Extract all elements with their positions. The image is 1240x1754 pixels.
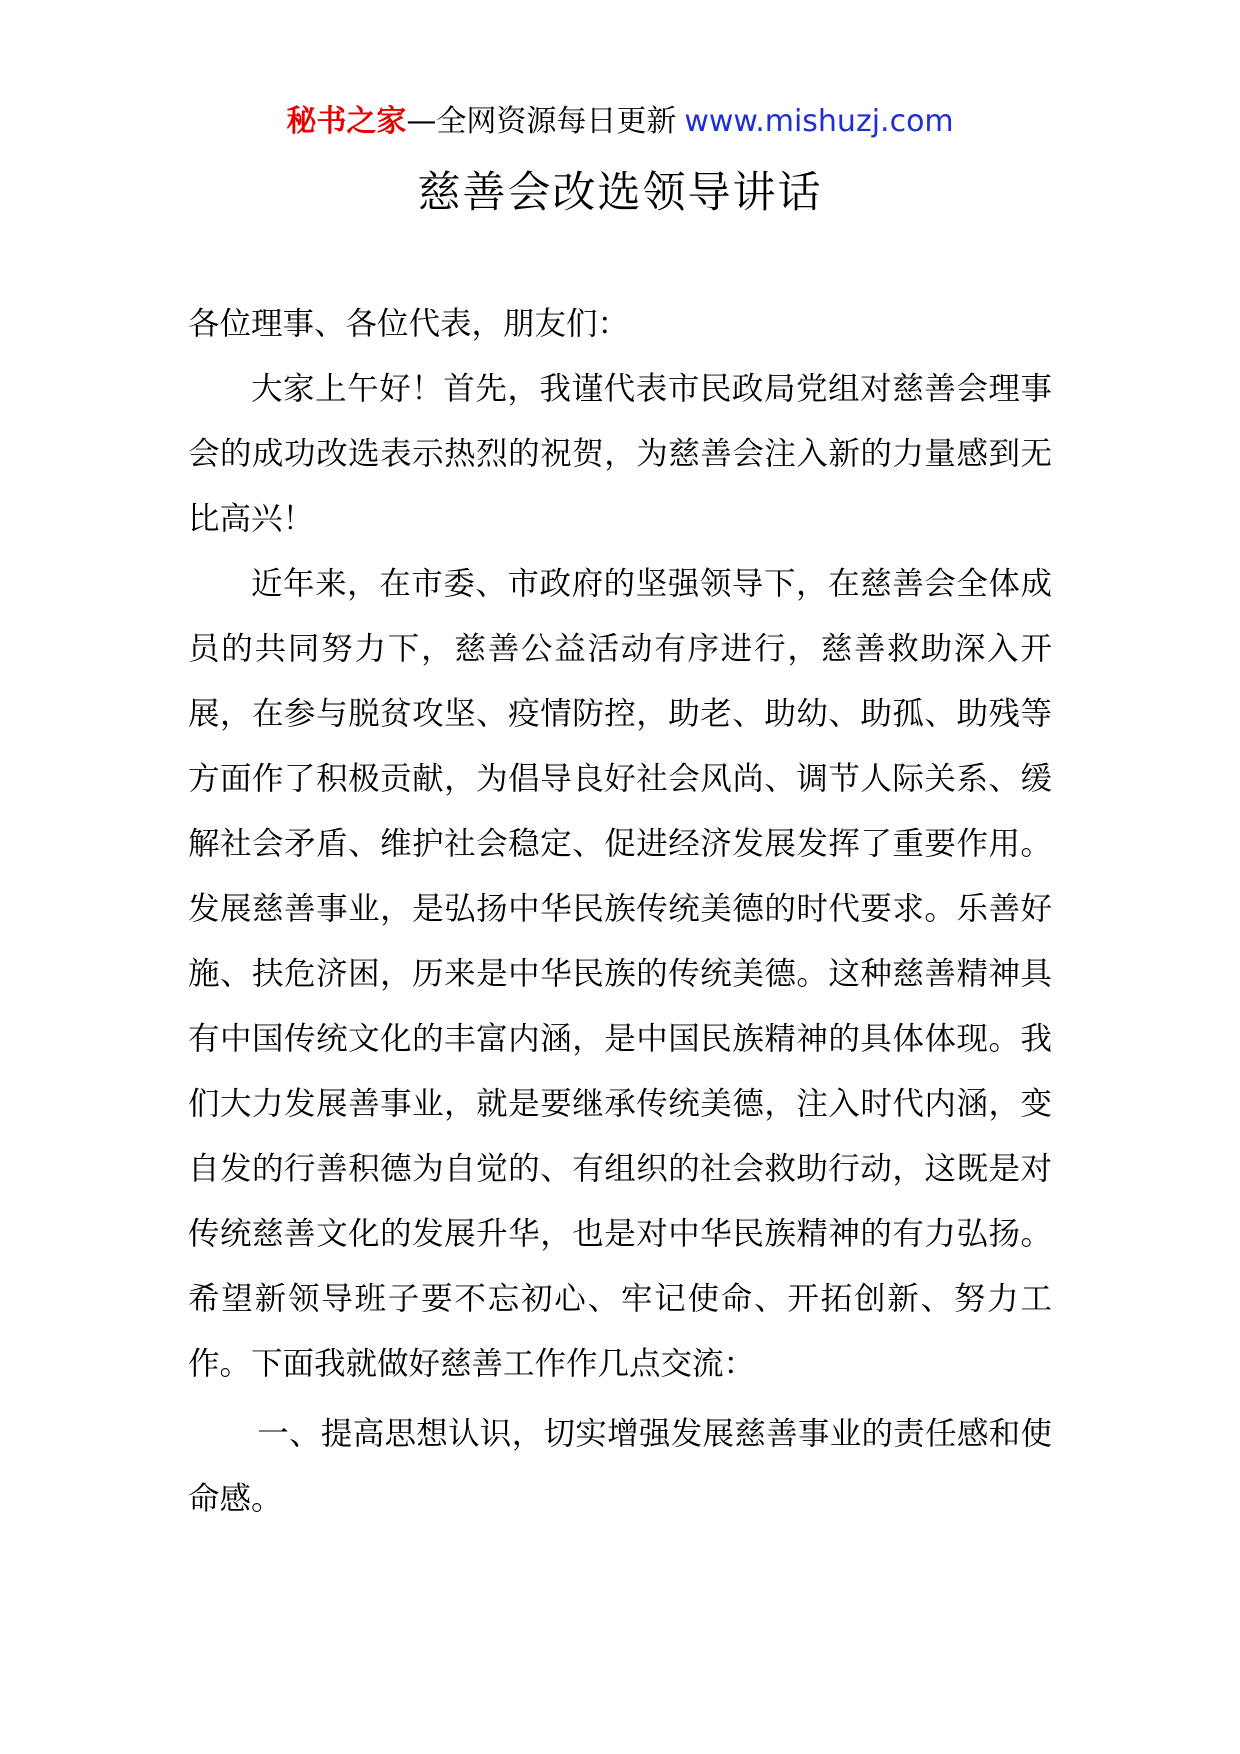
section-heading: 一、提高思想认识，切实增强发展慈善事业的责任感和使命感。 [188, 1416, 1052, 1517]
document-title: 慈善会改选领导讲话 [417, 168, 823, 218]
brand-name: 秘书之家 [286, 104, 407, 139]
site-tagline: —全网资源每日更新 [406, 104, 677, 139]
document-body [188, 292, 1052, 1532]
paragraph-main: 近年来，在市委、市政府的坚强领导下，在慈善会全体成员的共同努力下，慈善公益活动有序进行，慈善救助深入开展，在参与脱贫攻坚、疫情防控，助老、助幼、助孤、助残等方面作了积极贡献，为倡导良好社会风尚、调节人际关系、缓解社会矛盾、维护社会稳定、促进经济发展发挥了重要作用。发展慈善事业，是弘扬中华民族传统美德的时代要求。乐善好施、扶危济困，历来是中华民族的传统美德。这种慈善精神具有中国传统文化的丰富内涵，是中国民族精神的具体体现。我们大力发展善事业，就是要继承传统美德，注入时代内涵，变自发的行善积德为自觉的、有组织的社会救助行动，这既是对传统慈善文化的发展升华，也是对中华民族精神的有力弘扬。希望新领导班子要不忘初心、牢记使命、开拓创新、努力工作。下面我就做好慈善工作作几点交流： [188, 566, 1052, 1382]
paragraph-greeting: 大家上午好！首先，我谨代表市民政局党组对慈善会理事会的成功改选表示热烈的祝贺，为慈善会注入新的力量感到无比高兴！ [188, 371, 1052, 537]
site-url-link[interactable]: www.mishuzj.com [684, 104, 954, 139]
salutation: 各位理事、各位代表，朋友们： [188, 306, 630, 342]
site-header [0, 100, 1240, 144]
